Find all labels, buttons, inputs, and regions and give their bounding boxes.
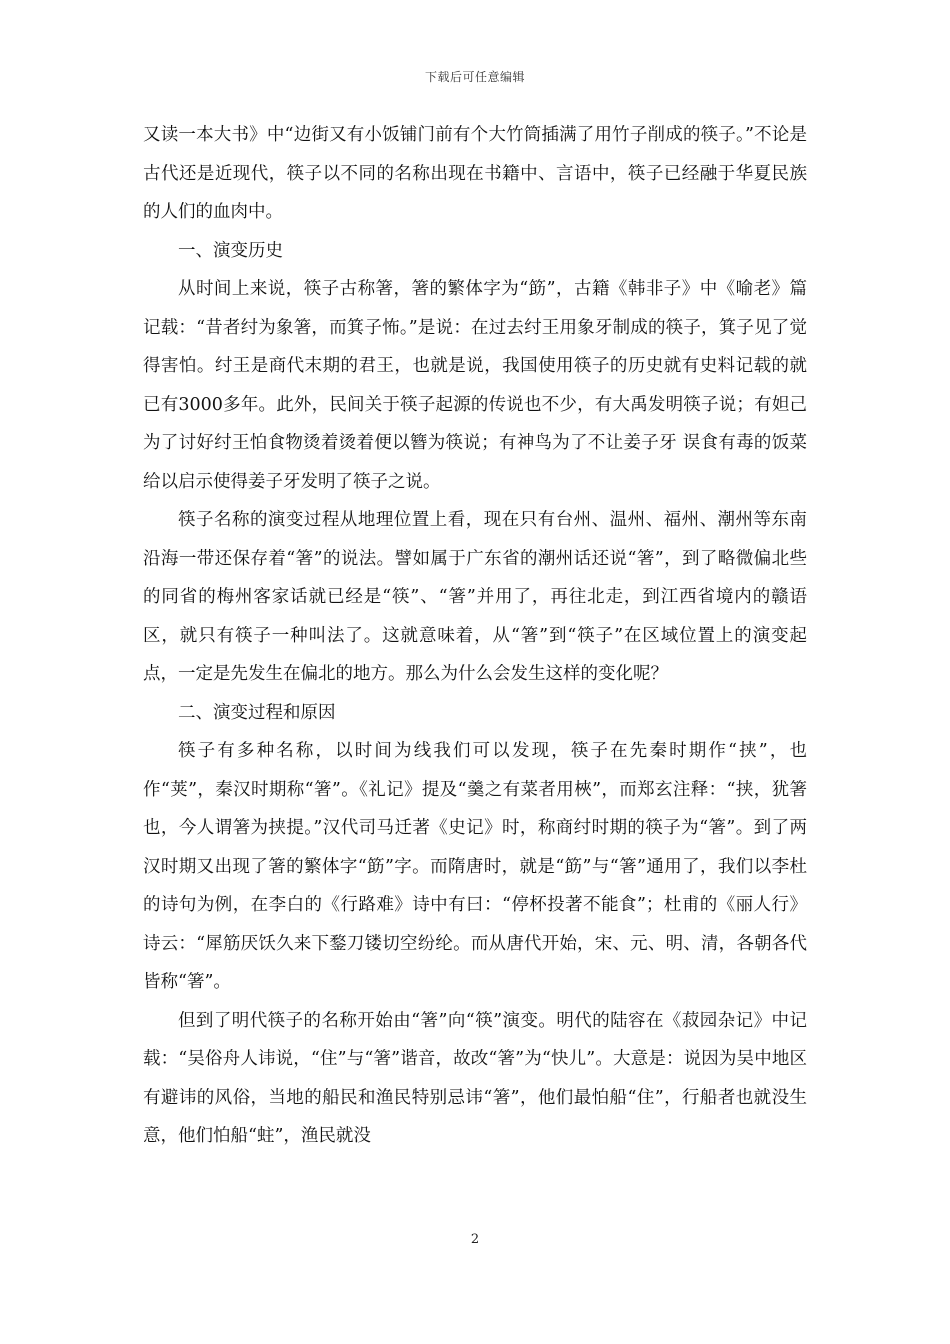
paragraph: 筷子名称的演变过程从地理位置上看，现在只有台州、温州、福州、潮州等东南沿海一带还保存着“箸”的说法。譬如属于广东省的潮州话还说“箸”，到了略微偏北些的同省的梅州客家话就已经是“筷”、“箸”并用了，再往北走，到江西省境内的赣语区，就只有筷子一种叫法了。这就意味着，从“箸”到“筷子”在区域位置上的演变起点，一定是先发生在偏北的地方。那么为什么会发生这样的变化呢？ [143, 510, 807, 684]
paragraph: 又读一本大书》中“边街又有小饭铺门前有个大竹筒插满了用竹子削成的筷子。”不论是古代还是近现代，筷子以不同的名称出现在书籍中、言语中，筷子已经融于华夏民族的人们的血肉中。 [143, 125, 807, 222]
page-header: 下载后可任意编辑 [424, 70, 525, 84]
page-number: 2 [470, 1232, 480, 1247]
section-heading: 一、演变历史 [178, 240, 283, 261]
paragraph: 从时间上来说，筷子古称箸，箸的繁体字为“筯”，古籍《韩非子》中《喻老》篇记载：“昔者纣为象箸，而箕子怖。”是说：在过去纣王用象牙制成的筷子，箕子见了觉得害怕。纣王是商代末期的君王，也就是说，我国使用筷子的历史就有史料记载的就已有3000多年。此外，民间关于筷子起源的传说也不少，有大禹发明筷子说；有妲己为了讨好纣王怕食物烫着烫着便以簪为筷说；有神鸟为了不让姜子牙 误食有毒的饭菜给以启示使得姜子牙发明了筷子之说。 [143, 279, 807, 492]
document-body [143, 116, 807, 1156]
paragraph: 但到了明代筷子的名称开始由“箸”向“筷”演变。明代的陆容在《菽园杂记》中记载：“吴俗舟人讳说，“住”与“箸”谐音，故改“箸”为“快儿”。大意是：说因为吴中地区有避讳的风俗，当地的船民和渔民特别忌讳“箸”，他们最怕船“住”，行船者也就没生意，他们怕船“蛀”，渔民就没 [143, 1010, 807, 1146]
section-heading: 二、演变过程和原因 [178, 702, 336, 723]
paragraph: 筷子有多种名称，以时间为线我们可以发现，筷子在先秦时期作“挟”，也作“荚”，秦汉时期称“箸”。《礼记》提及“羹之有菜者用梜”，而郑玄注释：“挟，犹箸也，今人谓箸为挟提。”汉代司马迁著《史记》时，称商纣时期的筷子为“箸”。到了两汉时期又出现了箸的繁体字“筯”字。而隋唐时，就是“筯”与“箸”通用了，我们以李杜的诗句为例，在李白的《行路难》诗中有曰：“停杯投著不能食”；杜甫的《丽人行》诗云：“犀筋厌饫久来下鍪刀镂切空纷纶。而从唐代开始，宋、元、明、清，各朝各代皆称“箸”。 [143, 741, 807, 992]
